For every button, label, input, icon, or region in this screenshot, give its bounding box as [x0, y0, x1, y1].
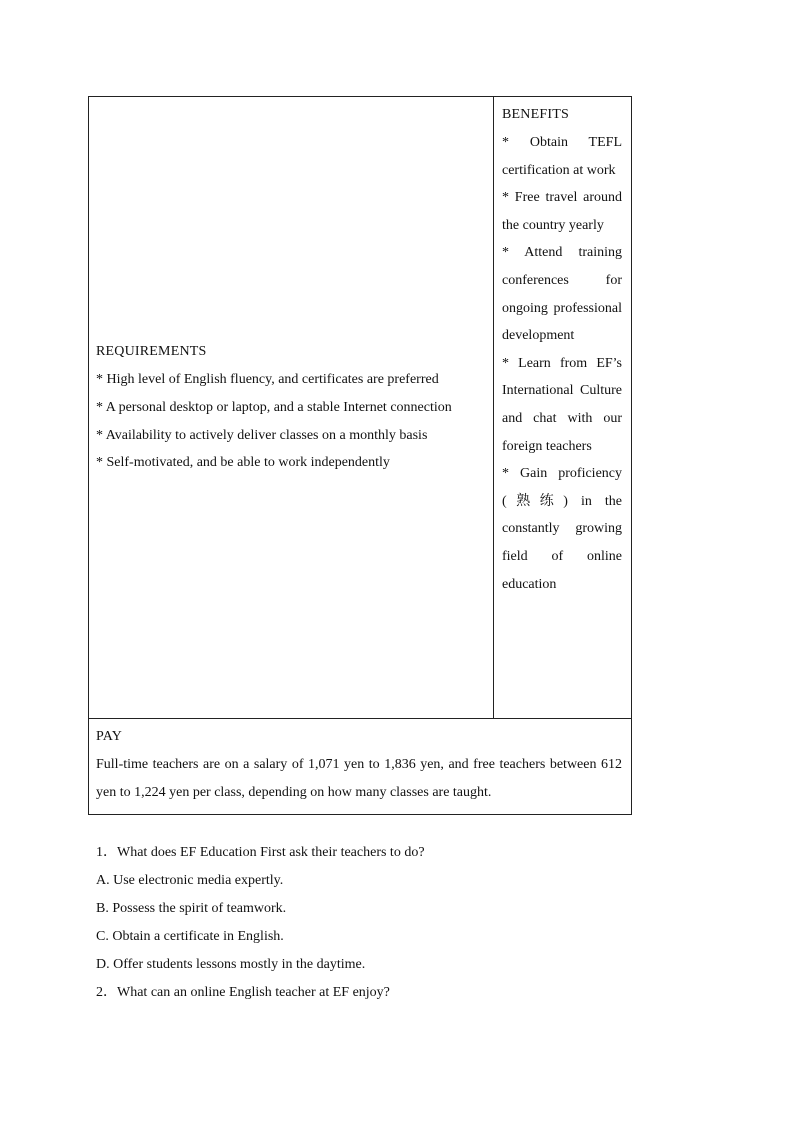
requirement-item: * Availability to actively deliver classes on a monthly basis — [96, 427, 428, 443]
requirement-item: * High level of English fluency, and certificates are preferred — [96, 372, 439, 388]
requirements-heading: REQUIREMENTS — [96, 344, 207, 360]
job-info-table — [88, 96, 632, 815]
benefits-cell — [494, 97, 631, 718]
question-1: 1．What does EF Education First ask their teachers to do? — [96, 845, 425, 860]
option-c: C. Obtain a certificate in English. — [96, 929, 284, 944]
requirements-section — [96, 338, 452, 476]
option-a: A. Use electronic media expertly. — [96, 873, 284, 888]
option-b: B. Possess the spirit of teamwork. — [96, 901, 287, 916]
pay-heading: PAY — [96, 729, 123, 744]
requirement-item: * A personal desktop or laptop, and a stable Internet connection — [96, 399, 452, 415]
requirements-cell — [89, 97, 494, 718]
requirement-item: * Self-motivated, and be able to work independently — [96, 455, 390, 471]
questions-section — [96, 839, 636, 1007]
question-2: 2．What can an online English teacher at EF enjoy? — [96, 985, 390, 1000]
benefit-item: * Attend training conferences for ongoing professional development — [502, 245, 622, 344]
benefit-item: * Obtain TEFL certification at work — [502, 135, 622, 178]
benefit-item: * Learn from EF’s International Culture and chat with our foreign teachers — [502, 355, 622, 454]
benefit-item: * Free travel around the country yearly — [502, 190, 622, 233]
table-row-top — [89, 97, 631, 719]
option-d: D. Offer students lessons mostly in the daytime. — [96, 957, 366, 972]
pay-cell — [89, 719, 631, 814]
pay-text: Full-time teachers are on a salary of 1,071 yen to 1,836 yen, and free teachers between 612 yen to 1,224 yen per class, depending on how many classes are taught. — [96, 757, 622, 800]
benefits-heading: BENEFITS — [502, 107, 569, 122]
benefit-item: * Gain proficiency (熟练) in the constantly growing field of online education — [502, 466, 622, 592]
